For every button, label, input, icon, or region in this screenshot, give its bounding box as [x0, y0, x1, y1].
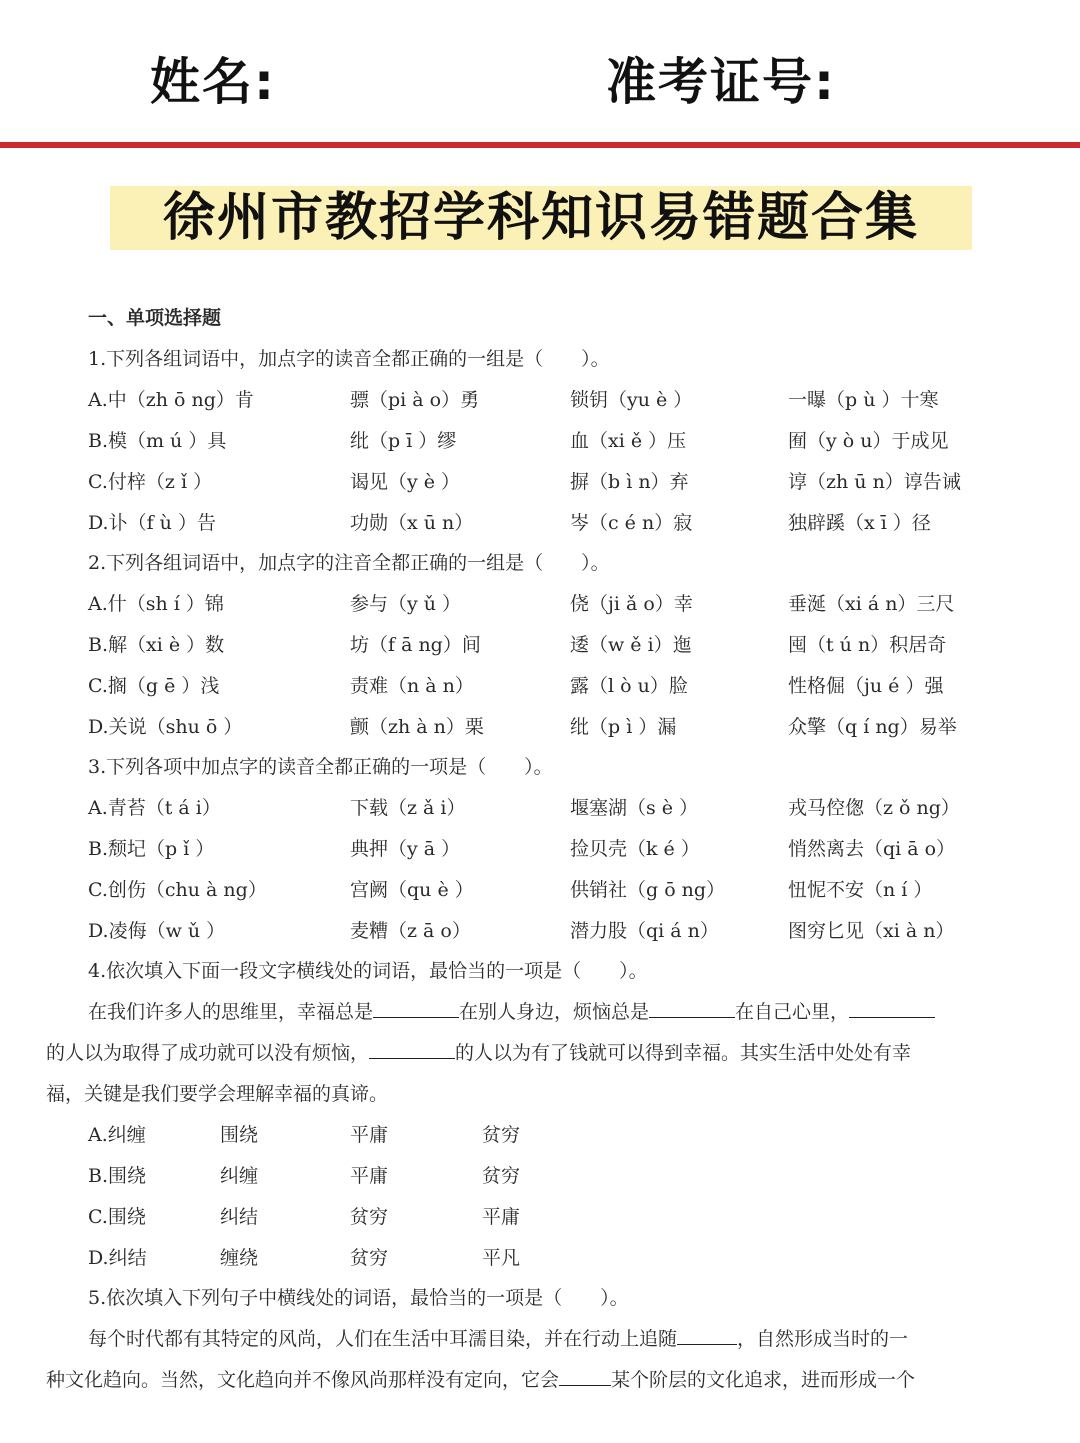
option-cell: 贫穷	[482, 1124, 521, 1146]
option-cell: D.凌侮（w ǔ ）	[88, 920, 226, 942]
option-cell: 平凡	[482, 1247, 521, 1269]
option-cell: 供销社（g ō ng）	[570, 879, 726, 901]
passage-text: ，自然形成当时的一	[737, 1328, 909, 1350]
passage-text: 的人以为有了钱就可以得到幸福。其实生活中处处有幸	[455, 1042, 912, 1064]
blank-4	[369, 1040, 455, 1059]
option-cell: 平庸	[482, 1206, 521, 1228]
question-4-passage-line-2	[46, 1040, 911, 1066]
option-cell: B.颓圮（p ǐ ）	[88, 838, 215, 860]
blank-3	[849, 999, 935, 1018]
option-cell: B.模（m ú ）具	[88, 430, 227, 452]
option-cell: 缠绕	[220, 1247, 259, 1269]
option-cell: 露（l ò u）脸	[570, 675, 688, 697]
passage-text: 每个时代都有其特定的风尚，人们在生活中耳濡目染，并在行动上追随	[88, 1328, 678, 1350]
passage-text: 在自己心里，	[735, 1001, 850, 1023]
header-divider	[0, 142, 1080, 148]
question-5-passage-line-2	[46, 1367, 915, 1393]
option-cell: 逶（w ě i）迤	[570, 634, 692, 656]
option-cell: 囤（t ú n）积居奇	[788, 634, 947, 656]
option-cell: 捡贝壳（k é ）	[570, 838, 700, 860]
name-label: 姓名:	[150, 53, 276, 111]
passage-text: 在别人身边，烦恼总是	[459, 1001, 650, 1023]
option-cell: 性格倔（ju é ）强	[788, 675, 944, 697]
option-cell: 谒见（y è ）	[350, 471, 461, 493]
option-cell: 图穷匕见（xi à n）	[788, 920, 955, 942]
question-1-stem: 1.下列各组词语中，加点字的读音全都正确的一组是（ ）。	[88, 348, 610, 370]
option-cell: 囿（y ò u）于成见	[788, 430, 949, 452]
option-cell: 贫穷	[350, 1247, 389, 1269]
option-cell: 典押（y ā ）	[350, 838, 461, 860]
question-4-stem: 4.依次填入下面一段文字横线处的词语，最恰当的一项是（ ）。	[88, 960, 648, 982]
option-cell: 谆（zh ū n）谆告诫	[788, 471, 961, 493]
option-cell: D.关说（shu ō ）	[88, 716, 243, 738]
option-cell: 侥（ji ǎ o）幸	[570, 593, 693, 615]
section-title: 一、单项选择题	[88, 307, 222, 329]
option-cell: 平庸	[350, 1165, 389, 1187]
page-title: 徐州市教招学科知识易错题合集	[162, 188, 919, 248]
option-cell: D.纠结	[88, 1247, 147, 1269]
option-cell: 宫阙（qu è ）	[350, 879, 474, 901]
question-3-stem: 3.下列各项中加点字的读音全都正确的一项是（ ）。	[88, 756, 553, 778]
option-cell: C.围绕	[88, 1206, 146, 1228]
option-cell: 平庸	[350, 1124, 389, 1146]
option-cell: 堰塞湖（s è ）	[570, 797, 699, 819]
option-cell: 戎马倥偬（z ǒ ng）	[788, 797, 960, 819]
blank-1	[373, 999, 459, 1018]
option-cell: 独辟蹊（x ī ）径	[788, 512, 931, 534]
option-cell: 一曝（p ù ）十寒	[788, 389, 939, 411]
passage-text: 的人以为取得了成功就可以没有烦恼，	[46, 1042, 370, 1064]
option-cell: 功勋（x ū n）	[350, 512, 474, 534]
option-cell: 摒（b ì n）弃	[570, 471, 689, 493]
option-cell: D.讣（f ù ）告	[88, 512, 216, 534]
option-cell: 岑（c é n）寂	[570, 512, 693, 534]
option-cell: A.什（sh í ）锦	[88, 593, 224, 615]
option-cell: A.中（zh ō ng）肯	[88, 389, 254, 411]
passage-text: 某个阶层的文化追求，进而形成一个	[611, 1369, 916, 1391]
option-cell: 纰（p ì ）漏	[570, 716, 677, 738]
option-cell: 锁钥（yu è ）	[570, 389, 693, 411]
option-cell: 下载（z ǎ i）	[350, 797, 466, 819]
option-cell: 纠结	[220, 1206, 259, 1228]
option-cell: A.纠缠	[88, 1124, 146, 1146]
exam-header	[0, 0, 1080, 145]
option-cell: B.解（xi è ）数	[88, 634, 225, 656]
question-4-passage-line-1	[88, 999, 935, 1025]
option-cell: 贫穷	[482, 1165, 521, 1187]
option-cell: 坊（f ā ng）间	[350, 634, 481, 656]
blank-1	[677, 1326, 737, 1345]
question-5-stem: 5.依次填入下列句子中横线处的词语，最恰当的一项是（ ）。	[88, 1287, 629, 1309]
option-cell: 垂涎（xi á n）三尺	[788, 593, 955, 615]
option-cell: 纰（p ī ）缪	[350, 430, 457, 452]
option-cell: 潜力股（qi á n）	[570, 920, 719, 942]
question-4-passage-line-3: 福，关键是我们要学会理解幸福的真谛。	[46, 1083, 389, 1105]
option-cell: 颤（zh à n）栗	[350, 716, 484, 738]
option-cell: 忸怩不安（n í ）	[788, 879, 933, 901]
blank-2	[649, 999, 735, 1018]
option-cell: 血（xi ě ）压	[570, 430, 687, 452]
passage-text: 种文化趋向。当然，文化趋向并不像风尚那样没有定向，它会	[46, 1369, 560, 1391]
question-2-stem: 2.下列各组词语中，加点字的注音全都正确的一组是（ ）。	[88, 552, 610, 574]
option-cell: A.青苔（t á i）	[88, 797, 221, 819]
blank-2	[559, 1367, 611, 1386]
option-cell: 围绕	[220, 1124, 259, 1146]
option-cell: 参与（y ǔ ）	[350, 593, 462, 615]
question-5-passage-line-1	[88, 1326, 908, 1352]
option-cell: 纠缠	[220, 1165, 259, 1187]
option-cell: B.围绕	[88, 1165, 147, 1187]
option-cell: C.创伤（chu à ng）	[88, 879, 267, 901]
option-cell: 麦糟（z ā o）	[350, 920, 471, 942]
passage-text: 在我们许多人的思维里，幸福总是	[88, 1001, 374, 1023]
option-cell: 众擎（q í ng）易举	[788, 716, 957, 738]
option-cell: 责难（n à n）	[350, 675, 474, 697]
option-cell: 贫穷	[350, 1206, 389, 1228]
option-cell: 悄然离去（qi ā o）	[788, 838, 956, 860]
title-highlight	[110, 186, 972, 250]
exam-id-label: 准考证号:	[606, 53, 836, 111]
option-cell: C.搁（g ē ）浅	[88, 675, 220, 697]
option-cell: 骠（pi à o）勇	[350, 389, 480, 411]
option-cell: C.付梓（z ǐ ）	[88, 471, 213, 493]
